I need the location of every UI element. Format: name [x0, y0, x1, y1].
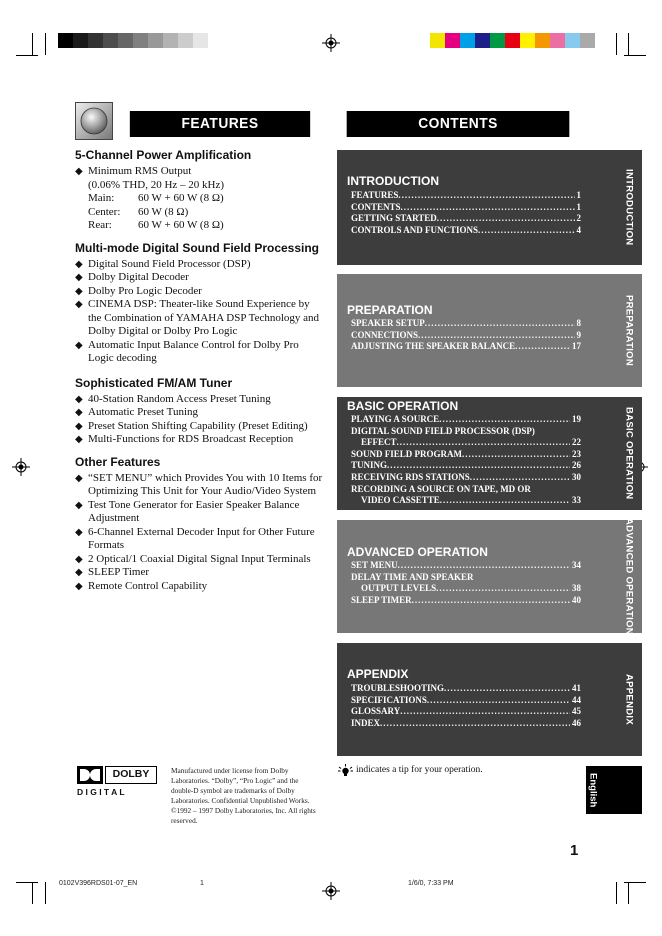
color-swatch — [445, 33, 460, 48]
color-swatch — [133, 33, 148, 48]
entry-page: 2 — [576, 213, 581, 224]
side-tab-label: PREPARATION — [623, 294, 635, 367]
entry-page: 9 — [576, 329, 581, 340]
crop-mark — [616, 33, 617, 55]
color-swatch — [505, 33, 520, 48]
contents-entry[interactable] — [351, 572, 581, 584]
list-item: ◆ 6-Channel External Decoder Input for Other Future Formats — [75, 525, 315, 551]
contents-entry[interactable] — [351, 202, 581, 214]
entry-title: CONTROLS AND FUNCTIONS — [351, 224, 479, 235]
color-swatch — [430, 33, 445, 48]
list-item: ◆ Minimum RMS Output — [75, 165, 192, 177]
contents-entry[interactable] — [351, 695, 581, 707]
contents-entry[interactable] — [351, 560, 581, 572]
grayscale-bar — [58, 33, 223, 48]
registration-mark-icon — [12, 458, 30, 476]
entry-title: CONTENTS — [351, 201, 401, 212]
dolby-word: DOLBY — [105, 766, 157, 784]
entry-title: OUTPUT LEVELS — [361, 583, 437, 594]
contents-entry[interactable] — [351, 330, 581, 342]
list-item: ◆ Automatic Preset Tuning — [75, 406, 199, 418]
contents-section-appendix[interactable] — [337, 643, 642, 756]
page-number: 1 — [570, 842, 579, 859]
entry-title: GLOSSARY — [351, 706, 401, 717]
entry-title: DIGITAL SOUND FIELD PROCESSOR (DSP) — [351, 425, 535, 436]
side-tab-label: ADVANCED OPERATION — [623, 518, 635, 635]
contents-entry[interactable] — [351, 718, 581, 730]
entry-title: FEATURES — [351, 190, 399, 200]
list-item: ◆ Digital Sound Field Processor (DSP) — [75, 257, 251, 270]
entry-title: CONNECTIONS — [351, 329, 419, 340]
entry-page: 1 — [576, 190, 581, 200]
entry-title: EFFECT — [361, 437, 397, 448]
entry-page: 40 — [572, 594, 581, 605]
disc-icon — [75, 102, 113, 140]
color-swatch — [580, 33, 595, 48]
contents-entry[interactable] — [351, 583, 581, 595]
entry-title: SPEAKER SETUP — [351, 318, 425, 328]
section-title: Sophisticated FM/AM Tuner — [75, 375, 233, 390]
registration-mark-icon — [322, 34, 340, 52]
output-spec: (0.06% THD, 20 Hz – 20 kHz) Main: 60 W + 60 W (8 Ω) Center: 60 W (8 Ω) Rear: 60 W + 60 W (8 Ω) — [88, 178, 225, 231]
contents-entry[interactable] — [351, 472, 581, 484]
entry-title: SPECIFICATIONS — [351, 694, 427, 705]
entry-page: 45 — [572, 706, 581, 717]
list-item: ◆ Multi-Functions for RDS Broadcast Reception — [75, 433, 294, 445]
entry-title: DELAY TIME AND SPEAKER — [351, 571, 474, 582]
color-swatch — [490, 33, 505, 48]
license-text: Manufactured under license from Dolby Laboratories. “Dolby”, “Pro Logic” and the double-D symbol are trademarks of Dolby Laboratories. Confidential Unpublished Works. ©1992 – 1997 Dolby Laboratories, Inc. All rights reserved. — [171, 766, 316, 825]
entry-page: 22 — [572, 437, 581, 448]
crop-mark — [628, 33, 629, 55]
side-tab-label: INTRODUCTION — [623, 169, 635, 246]
side-tab-label: BASIC OPERATION — [623, 407, 635, 500]
entry-title: SOUND FIELD PROGRAM — [351, 448, 463, 459]
list-item: ◆ SLEEP Timer — [75, 566, 150, 578]
list-item: ◆ CINEMA DSP: Theater-like Sound Experience by the Combination of YAMAHA DSP Technology and Dolby Digital or Dolby Pro Logic — [75, 298, 320, 337]
color-swatch — [475, 33, 490, 48]
section-title: PREPARATION — [347, 303, 433, 317]
list-item: ◆ Automatic Input Balance Control for Dolby Pro Logic decoding — [75, 338, 299, 364]
crop-mark — [45, 882, 46, 904]
crop-mark — [616, 882, 617, 904]
section-title: 5-Channel Power Amplification — [75, 148, 252, 162]
side-tab-label: APPENDIX — [623, 674, 635, 725]
entry-title: VIDEO CASSETTE — [361, 495, 440, 506]
dolby-digital-logo — [77, 766, 159, 798]
entry-title: SET MENU — [351, 560, 398, 570]
entry-page: 8 — [576, 318, 581, 328]
contents-section-advanced-operation[interactable] — [337, 520, 642, 633]
contents-entry[interactable] — [351, 484, 581, 496]
crop-mark — [16, 882, 38, 883]
entry-page: 38 — [572, 583, 581, 594]
entry-title: TROUBLESHOOTING — [351, 683, 445, 693]
tip-note: indicates a tip for your operation. — [356, 765, 483, 775]
color-swatch — [73, 33, 88, 48]
double-d-icon — [77, 766, 103, 784]
entry-page — [579, 572, 581, 584]
tip-icon — [338, 764, 353, 776]
contents-entry[interactable] — [351, 426, 581, 438]
contents-entry[interactable] — [351, 341, 581, 353]
color-swatch — [148, 33, 163, 48]
color-swatch — [535, 33, 550, 48]
entry-page: 23 — [572, 448, 581, 459]
language-label: English — [587, 772, 599, 808]
entry-page: 26 — [572, 460, 581, 471]
contents-entry[interactable] — [351, 683, 581, 695]
entry-page: 4 — [576, 224, 581, 235]
contents-heading: CONTENTS — [347, 111, 570, 137]
crop-mark — [624, 55, 646, 56]
section-title: APPENDIX — [347, 667, 409, 681]
entry-page: 19 — [572, 414, 581, 424]
crop-mark — [32, 33, 33, 55]
entry-title: RECORDING A SOURCE ON TAPE, MD OR — [351, 483, 531, 494]
entry-page: 17 — [572, 341, 581, 352]
contents-entry[interactable] — [351, 495, 581, 507]
registration-mark-icon — [322, 882, 340, 900]
contents-section-introduction[interactable] — [337, 150, 642, 265]
entry-title: ADJUSTING THE SPEAKER BALANCE — [351, 341, 516, 352]
entry-page: 33 — [572, 495, 581, 506]
crop-mark — [32, 882, 33, 904]
entry-title: TUNING — [351, 460, 388, 471]
color-swatch — [163, 33, 178, 48]
contents-entry[interactable] — [351, 213, 581, 225]
list-item: ◆ 40-Station Random Access Preset Tuning — [75, 392, 271, 405]
footer-page: 1 — [200, 880, 204, 887]
contents-entry[interactable] — [351, 190, 581, 202]
list-item: ◆ Preset Station Shifting Capability (Preset Editing) — [75, 419, 308, 432]
entry-title: SLEEP TIMER — [351, 594, 412, 605]
color-swatch — [103, 33, 118, 48]
features-list — [75, 148, 325, 599]
color-swatch — [88, 33, 103, 48]
digital-word: D I G I T A L — [77, 787, 125, 797]
entry-page — [579, 484, 581, 496]
entry-title: PLAYING A SOURCE — [351, 414, 440, 424]
color-swatch — [550, 33, 565, 48]
contents-entry[interactable] — [351, 460, 581, 472]
entry-page: 30 — [572, 471, 581, 482]
color-bar — [430, 33, 595, 48]
color-swatch — [520, 33, 535, 48]
section-title: BASIC OPERATION — [347, 399, 459, 413]
contents-entry[interactable] — [351, 318, 581, 330]
section-title: Multi-mode Digital Sound Field Processing — [75, 240, 320, 255]
list-item: ◆ Dolby Pro Logic Decoder — [75, 284, 202, 297]
entry-page: 34 — [572, 560, 581, 570]
list-item: ◆ Remote Control Capability — [75, 579, 208, 592]
color-swatch — [565, 33, 580, 48]
color-swatch — [58, 33, 73, 48]
contents-entry[interactable] — [351, 414, 581, 426]
contents-section-preparation[interactable] — [337, 274, 642, 387]
color-swatch — [193, 33, 208, 48]
entry-title: GETTING STARTED — [351, 213, 437, 224]
list-item: ◆ 2 Optical/1 Coaxial Digital Signal Input Terminals — [75, 552, 311, 565]
entry-title: RECEIVING RDS STATIONS — [351, 471, 470, 482]
section-title: INTRODUCTION — [347, 174, 439, 188]
entry-title: INDEX — [351, 717, 381, 728]
entry-page: 41 — [572, 683, 581, 693]
contents-entry[interactable] — [351, 225, 581, 237]
footer-date: 1/6/0, 7:33 PM — [408, 880, 454, 887]
entry-page: 44 — [572, 694, 581, 705]
color-swatch — [118, 33, 133, 48]
color-swatch — [208, 33, 223, 48]
crop-mark — [16, 55, 38, 56]
contents-entry[interactable] — [351, 437, 581, 449]
footer-file: 0102V396RDS01-07_EN — [59, 880, 138, 887]
entry-page: 1 — [576, 201, 581, 212]
contents-section-basic-operation[interactable] — [337, 397, 642, 510]
crop-mark — [628, 882, 629, 904]
list-item: ◆ “SET MENU” which Provides You with 10 Items for Optimizing This Unit for Your Audio/Video System — [75, 471, 323, 497]
list-item: ◆ Test Tone Generator for Easier Speaker Balance Adjustment — [75, 498, 300, 524]
list-item: ◆ Dolby Digital Decoder — [75, 271, 189, 283]
entry-page: 46 — [572, 717, 581, 728]
section-title: Other Features — [75, 454, 161, 469]
color-swatch — [460, 33, 475, 48]
language-tab[interactable] — [586, 766, 642, 814]
crop-mark — [45, 33, 46, 55]
contents-entry[interactable] — [351, 449, 581, 461]
color-swatch — [178, 33, 193, 48]
contents-entry[interactable] — [351, 706, 581, 718]
entry-page — [579, 426, 581, 438]
features-heading: FEATURES — [130, 111, 310, 137]
contents-entry[interactable] — [351, 595, 581, 607]
section-title: ADVANCED OPERATION — [347, 545, 488, 559]
